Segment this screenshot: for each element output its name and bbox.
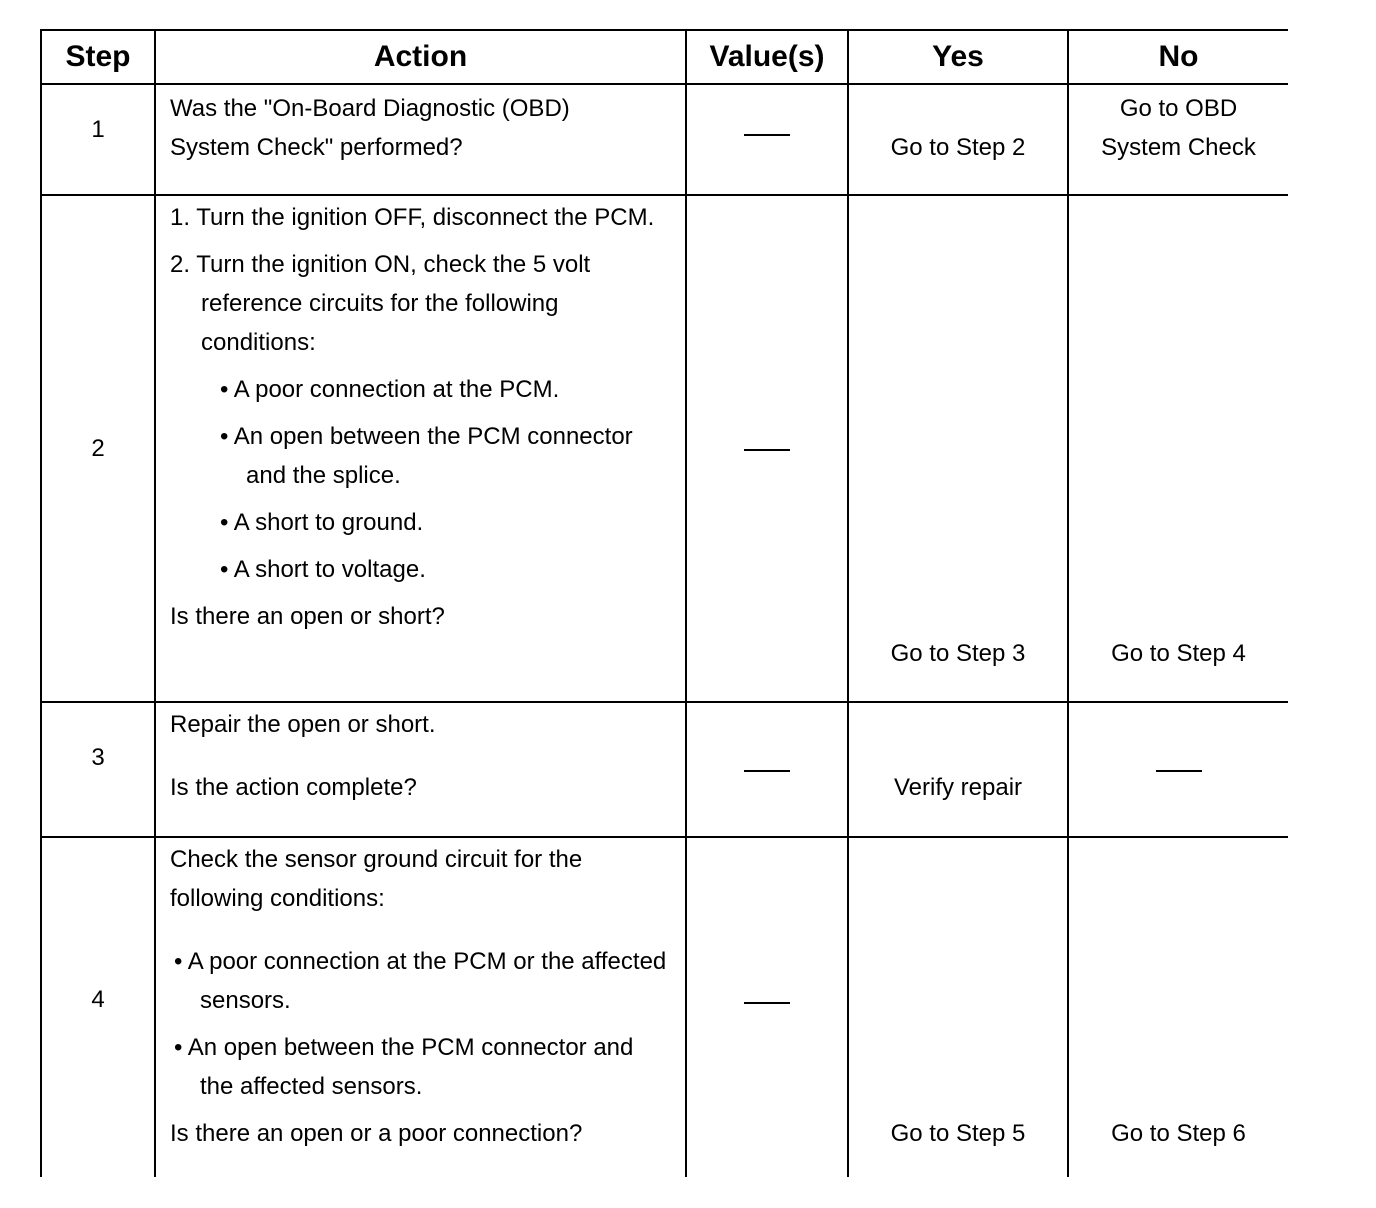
value-cell bbox=[686, 195, 848, 702]
step-1-number: 1 bbox=[91, 116, 105, 143]
yes-text: Go to Step 5 bbox=[890, 1120, 1026, 1147]
yes-text: Verify repair bbox=[893, 774, 1023, 801]
table-row-step-3 bbox=[41, 702, 1288, 837]
header-values: Value(s) bbox=[686, 30, 848, 84]
action-bullet: • A poor connection at the PCM or the affected sensors. bbox=[174, 948, 667, 1014]
action-line: System Check" performed? bbox=[170, 134, 463, 161]
action-bullet: • An open between the PCM connector and the splice. bbox=[220, 423, 633, 489]
table-row-step-4 bbox=[41, 837, 1288, 1177]
step-4-number: 4 bbox=[91, 986, 105, 1013]
value-cell bbox=[686, 702, 848, 837]
step-2-number: 2 bbox=[91, 435, 105, 462]
value-dash bbox=[744, 1002, 790, 1004]
action-question: Is there an open or a poor connection? bbox=[170, 1120, 583, 1147]
header-row bbox=[41, 30, 1288, 84]
value-cell bbox=[686, 837, 848, 1177]
value-cell bbox=[686, 84, 848, 195]
no-cell bbox=[1068, 84, 1288, 195]
action-cell bbox=[155, 837, 686, 1177]
action-question: Is there an open or short? bbox=[170, 603, 445, 630]
step-number bbox=[41, 837, 155, 1177]
action-cell bbox=[155, 195, 686, 702]
step-number bbox=[41, 702, 155, 837]
diagnostic-table-container bbox=[40, 29, 1288, 1177]
action-cell bbox=[155, 702, 686, 837]
action-numbered-item: 1. Turn the ignition OFF, disconnect the PCM. bbox=[170, 204, 655, 231]
header-yes: Yes bbox=[848, 30, 1068, 84]
table-row-step-1 bbox=[41, 84, 1288, 195]
header-no: No bbox=[1068, 30, 1288, 84]
yes-cell bbox=[848, 84, 1068, 195]
yes-text: Go to Step 2 bbox=[890, 134, 1026, 161]
yes-cell bbox=[848, 837, 1068, 1177]
no-cell bbox=[1068, 702, 1288, 837]
table-row-step-2 bbox=[41, 195, 1288, 702]
no-dash bbox=[1156, 770, 1202, 772]
no-cell bbox=[1068, 195, 1288, 702]
action-line: Was the "On-Board Diagnostic (OBD) bbox=[170, 95, 570, 122]
yes-cell bbox=[848, 195, 1068, 702]
action-bullet: • An open between the PCM connector and the affected sensors. bbox=[174, 1034, 634, 1100]
action-intro: Check the sensor ground circuit for the following conditions: bbox=[170, 846, 583, 912]
yes-text: Go to Step 3 bbox=[890, 640, 1026, 667]
value-dash bbox=[744, 770, 790, 772]
action-numbered-item: 2. Turn the ignition ON, check the 5 volt reference circuits for the following conditions: bbox=[170, 251, 591, 356]
yes-cell bbox=[848, 702, 1068, 837]
action-bullet: • A short to voltage. bbox=[220, 556, 426, 583]
value-dash bbox=[744, 449, 790, 451]
header-action: Action bbox=[155, 30, 686, 84]
no-text-line: Go to OBD bbox=[1119, 95, 1238, 122]
action-bullet: • A short to ground. bbox=[220, 509, 424, 536]
action-bullet: • A poor connection at the PCM. bbox=[220, 376, 560, 403]
header-step: Step bbox=[41, 30, 155, 84]
diagnostic-table bbox=[40, 29, 1288, 1177]
action-cell bbox=[155, 84, 686, 195]
value-dash bbox=[744, 134, 790, 136]
no-cell bbox=[1068, 837, 1288, 1177]
no-text-line: System Check bbox=[1101, 134, 1256, 161]
step-number bbox=[41, 195, 155, 702]
action-question: Is the action complete? bbox=[170, 774, 417, 801]
no-text: Go to Step 6 bbox=[1111, 1120, 1246, 1147]
no-text: Go to Step 4 bbox=[1111, 640, 1246, 667]
step-3-number: 3 bbox=[91, 744, 105, 771]
step-number bbox=[41, 84, 155, 195]
action-line: Repair the open or short. bbox=[170, 711, 436, 738]
